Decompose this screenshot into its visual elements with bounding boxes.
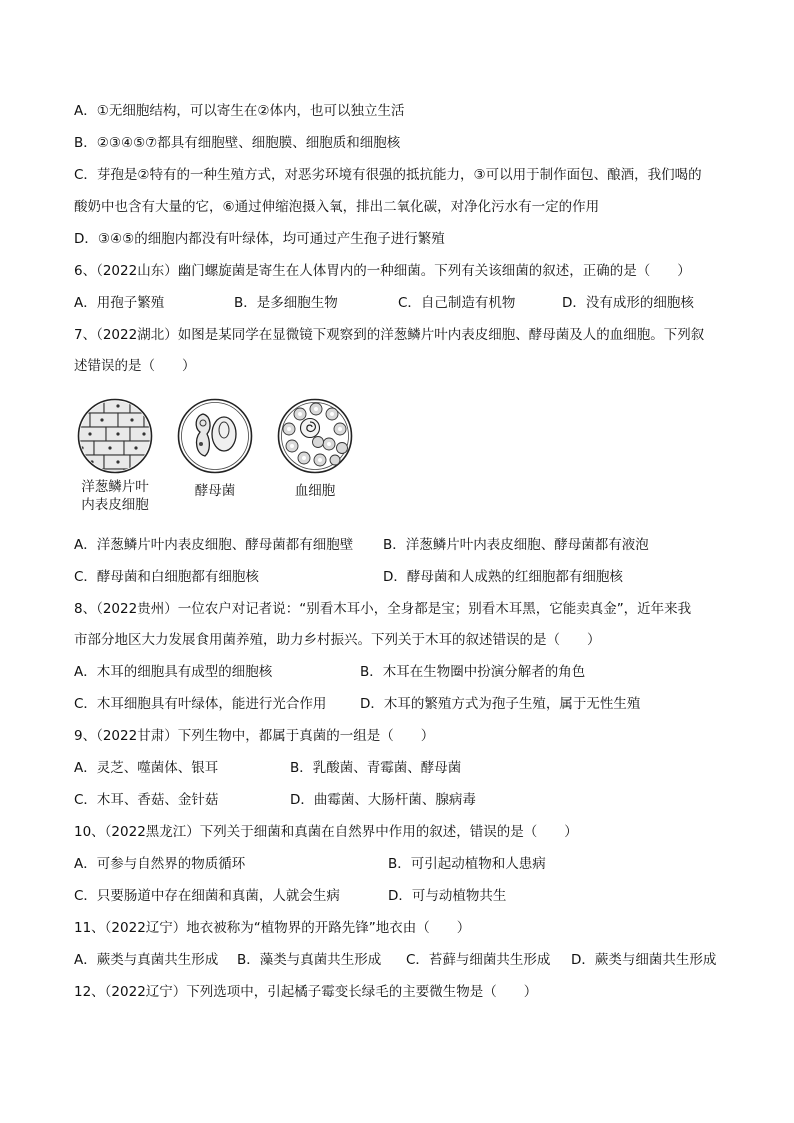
q7-stem-line2: 述错误的是（ ）	[74, 358, 196, 374]
q9-option-a: A．灵芝、噬菌体、银耳	[74, 760, 219, 776]
q7-option-a: A．洋葱鳞片叶内表皮细胞、酵母菌都有细胞壁	[74, 537, 354, 553]
q6-option-c: C．自己制造有机物	[398, 295, 516, 311]
q7-option-c: C．酵母菌和白细胞都有细胞核	[74, 569, 259, 585]
q5-option-b: B．②③④⑤⑦都具有细胞壁、细胞膜、细胞质和细胞核	[74, 135, 401, 151]
q8-stem-line1: 8、（2022贵州）一位农户对记者说：“别看木耳小，全身都是宝；别看木耳黑，它能卖真金”，近年来我	[74, 601, 692, 617]
q11-option-d: D．蕨类与细菌共生形成	[571, 952, 717, 968]
q6-option-b: B．是多细胞生物	[234, 295, 338, 311]
q6-option-a: A．用孢子繁殖	[74, 295, 165, 311]
onion-cells-image	[74, 400, 164, 480]
blood-cell-label: 血细胞	[294, 483, 336, 499]
q11-option-b: B．藻类与真菌共生形成	[237, 952, 382, 968]
q9-stem: 9、（2022甘肃）下列生物中，都属于真菌的一组是（ ）	[74, 728, 435, 744]
q9-option-d: D．曲霉菌、大肠杆菌、腺病毒	[290, 792, 476, 808]
onion-label-line1: 洋葱鳞片叶	[81, 479, 149, 495]
q10-option-d: D．可与动植物共生	[388, 888, 507, 904]
yeast-label: 酵母菌	[194, 483, 236, 499]
q11-option-c: C．苔藓与细菌共生形成	[406, 952, 551, 968]
q10-option-c: C．只要肠道中存在细菌和真菌，人就会生病	[74, 888, 340, 904]
q11-option-a: A．蕨类与真菌共生形成	[74, 952, 219, 968]
q12-stem: 12、（2022辽宁）下列选项中，引起橘子霉变长绿毛的主要微生物是（ ）	[74, 984, 538, 1000]
q7-stem-line1: 7、（2022湖北）如图是某同学在显微镜下观察到的洋葱鳞片叶内表皮细胞、酵母菌及人的血细胞。下列叙	[74, 327, 705, 343]
q5-option-c-line2: 酸奶中也含有大量的它，⑥通过伸缩泡摄入氧，排出二氧化碳，对净化污水有一定的作用	[74, 199, 600, 215]
q7-option-b: B．洋葱鳞片叶内表皮细胞、酵母菌都有液泡	[383, 537, 649, 553]
q5-option-d: D．③④⑤的细胞内都没有叶绿体，均可通过产生孢子进行繁殖	[74, 231, 445, 247]
q11-stem: 11、（2022辽宁）地衣被称为“植物界的开路先锋”地衣由（ ）	[74, 920, 471, 936]
q8-option-d: D．木耳的繁殖方式为孢子生殖，属于无性生殖	[360, 696, 641, 712]
q10-stem: 10、（2022黑龙江）下列关于细菌和真菌在自然界中作用的叙述，错误的是（ ）	[74, 824, 578, 840]
q8-stem-line2: 市部分地区大力发展食用菌养殖，助力乡村振兴。下列关于木耳的叙述错误的是（ ）	[74, 632, 601, 648]
q8-option-b: B．木耳在生物圈中扮演分解者的角色	[360, 664, 586, 680]
q9-option-b: B．乳酸菌、青霉菌、酵母菌	[290, 760, 462, 776]
q9-option-c: C．木耳、香菇、金针菇	[74, 792, 219, 808]
q10-option-b: B．可引起动植物和人患病	[388, 856, 546, 872]
q7-microscope-figure	[74, 396, 374, 521]
onion-label-line2: 内表皮细胞	[81, 497, 149, 513]
q8-option-a: A．木耳的细胞具有成型的细胞核	[74, 664, 273, 680]
q7-option-d: D．酵母菌和人成熟的红细胞都有细胞核	[383, 569, 623, 585]
q6-option-d: D．没有成形的细胞核	[562, 295, 694, 311]
q8-option-c: C．木耳细胞具有叶绿体，能进行光合作用	[74, 696, 327, 712]
q5-option-a: A．①无细胞结构，可以寄生在②体内，也可以独立生活	[74, 103, 405, 119]
microscope-views	[74, 396, 374, 486]
blood-cells-image	[279, 400, 352, 473]
q10-option-a: A．可参与自然界的物质循环	[74, 856, 246, 872]
yeast-cells-image	[179, 400, 252, 473]
q6-stem: 6、（2022山东）幽门螺旋菌是寄生在人体胃内的一种细菌。下列有关该细菌的叙述，正确的是（ ）	[74, 263, 691, 279]
q5-option-c-line1: C．芽孢是②特有的一种生殖方式，对恶劣环境有很强的抵抗能力，③可以用于制作面包、酿酒，我们喝的	[74, 167, 702, 183]
